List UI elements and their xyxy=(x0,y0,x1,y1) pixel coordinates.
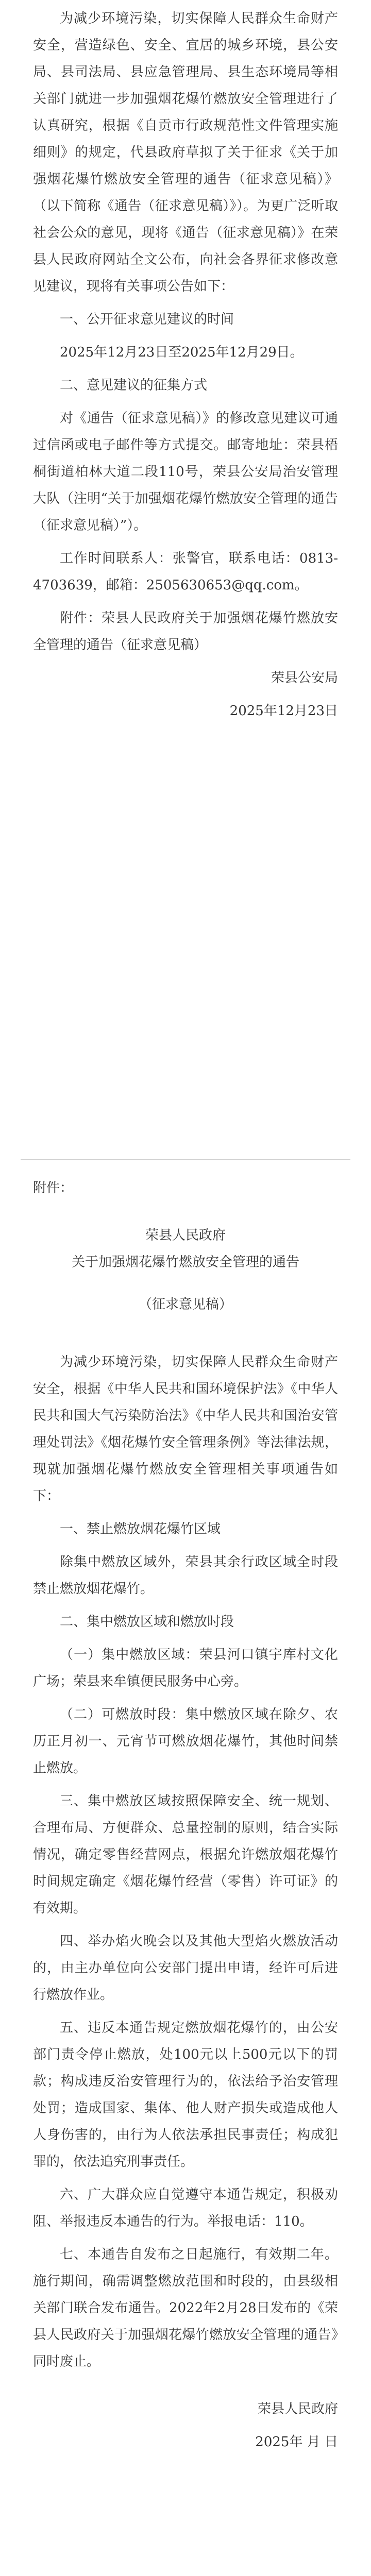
notice-method-detail: 对《通告（征求意见稿）》的修改意见建议可通过信函或电子邮件等方式提交。邮寄地址：荣县梧桐街道柏林大道二段110号，荣县公安局治安管理大队（注明“关于加强烟花爆竹燃放安全管理的通告（征求意见稿）”）。 xyxy=(33,411,338,533)
attachment-intro: 为减少环境污染，切实保障人民群众生命财产安全，根据《中华人民共和国环境保护法》《中华人民共和国大气污染防治法》《中华人民共和国治安管理处罚法》《烟花爆竹安全管理条例》等法律法规，现就加强烟花爆竹燃放安全管理相关事项通告如下： xyxy=(33,1354,338,1504)
notice-heading-method: 二、意见建议的征集方式 xyxy=(60,378,208,393)
attachment-date: 2025年 月 日 xyxy=(255,2434,338,2450)
attachment-section xyxy=(33,1175,338,2462)
notice-date: 2025年12月23日 xyxy=(229,703,338,719)
attachment-item-3: 三、集中燃放区域按照保障安全、统一规划、合理布局、方便群众、总量控制的原则，结合实际情况，确定零售经营网点，根据允许燃放烟花爆竹时间规定确定《烟花爆竹经营（零售）许可证》的有效期。 xyxy=(33,1793,338,1916)
attachment-issuer: 荣县人民政府 xyxy=(145,1228,226,1243)
attachment-item-6: 六、广大群众应自觉遵守本通告规定，积极劝阻、举报违反本通告的行为。举报电话：110。 xyxy=(33,2187,338,2229)
attachment-heading-1: 一、禁止燃放烟花爆竹区域 xyxy=(60,1521,221,1537)
attachment-signature: 荣县人民政府 xyxy=(257,2401,338,2417)
attachment-subtitle: （征求意见稿） xyxy=(138,1297,232,1312)
attachment-title: 关于加强烟花爆竹燃放安全管理的通告 xyxy=(71,1255,299,1270)
attachment-heading-2: 二、集中燃放区域和燃放时段 xyxy=(60,1614,234,1630)
attachment-body-1: 除集中燃放区域外，荣县其余行政区域全时段禁止燃放烟花爆竹。 xyxy=(33,1554,338,1597)
section-divider xyxy=(21,1159,350,1160)
attachment-item-7: 七、本通告自发布之日起施行，有效期二年。施行期间，确需调整燃放范围和时段的，由县级相关部门联合发布通告。2022年2月28日发布的《荣县人民政府关于加强烟花爆竹燃放安全管理的通告》同时废止。 xyxy=(33,2247,338,2369)
notice-time-range: 2025年12月23日至2025年12月29日。 xyxy=(60,345,303,360)
attachment-body-2b: （二）可燃放时段：集中燃放区域在除夕、农历正月初一、元宵节可燃放烟花爆竹，其他时间禁止燃放。 xyxy=(33,1707,338,1776)
notice-intro: 为减少环境污染，切实保障人民群众生命财产安全，营造绿色、安全、宜居的城乡环境，县公安局、县司法局、县应急管理局、县生态环境局等相关部门就进一步加强烟花爆竹燃放安全管理进行了认真研究，根据《自贡市行政规范性文件管理实施细则》的规定，代县政府草拟了关于征求《关于加强烟花爆竹燃放安全管理的通告（征求意见稿）》（以下简称《通告（征求意见稿）》）。为更广泛听取社会公众的意见，现将《通告（征求意见稿）》在荣县人民政府网站全文公布，向社会各界征求修改意见建议，现将有关事项公告如下： xyxy=(33,11,338,294)
attachment-body-2a: （一）集中燃放区域：荣县河口镇宇库村文化广场；荣县来牟镇便民服务中心旁。 xyxy=(33,1647,338,1689)
attachment-item-4: 四、举办焰火晚会以及其他大型焰火燃放活动的，由主办单位向公安部门提出申请，经许可后进行燃放作业。 xyxy=(33,1934,338,2003)
notice-attachment-note: 附件：荣县人民政府关于加强烟花爆竹燃放安全管理的通告（征求意见稿） xyxy=(33,611,338,653)
notice-heading-time: 一、公开征求意见建议的时间 xyxy=(60,312,234,327)
notice-section xyxy=(33,5,338,731)
attachment-item-5: 五、违反本通告规定燃放烟花爆竹的，由公安部门责令停止燃放，处100元以上500元以下的罚款；构成违反治安管理行为的，依法给予治安管理处罚；造成国家、集体、他人财产损失或造成他人人身伤害的，由行为人依法承担民事责任；构成犯罪的，依法追究刑事责任。 xyxy=(33,2020,338,2170)
notice-contact: 工作时间联系人：张警官，联系电话：0813-4703639，邮箱：2505630653@qq.com。 xyxy=(33,551,338,593)
attachment-label: 附件： xyxy=(33,1180,74,1196)
notice-signature: 荣县公安局 xyxy=(271,670,338,686)
